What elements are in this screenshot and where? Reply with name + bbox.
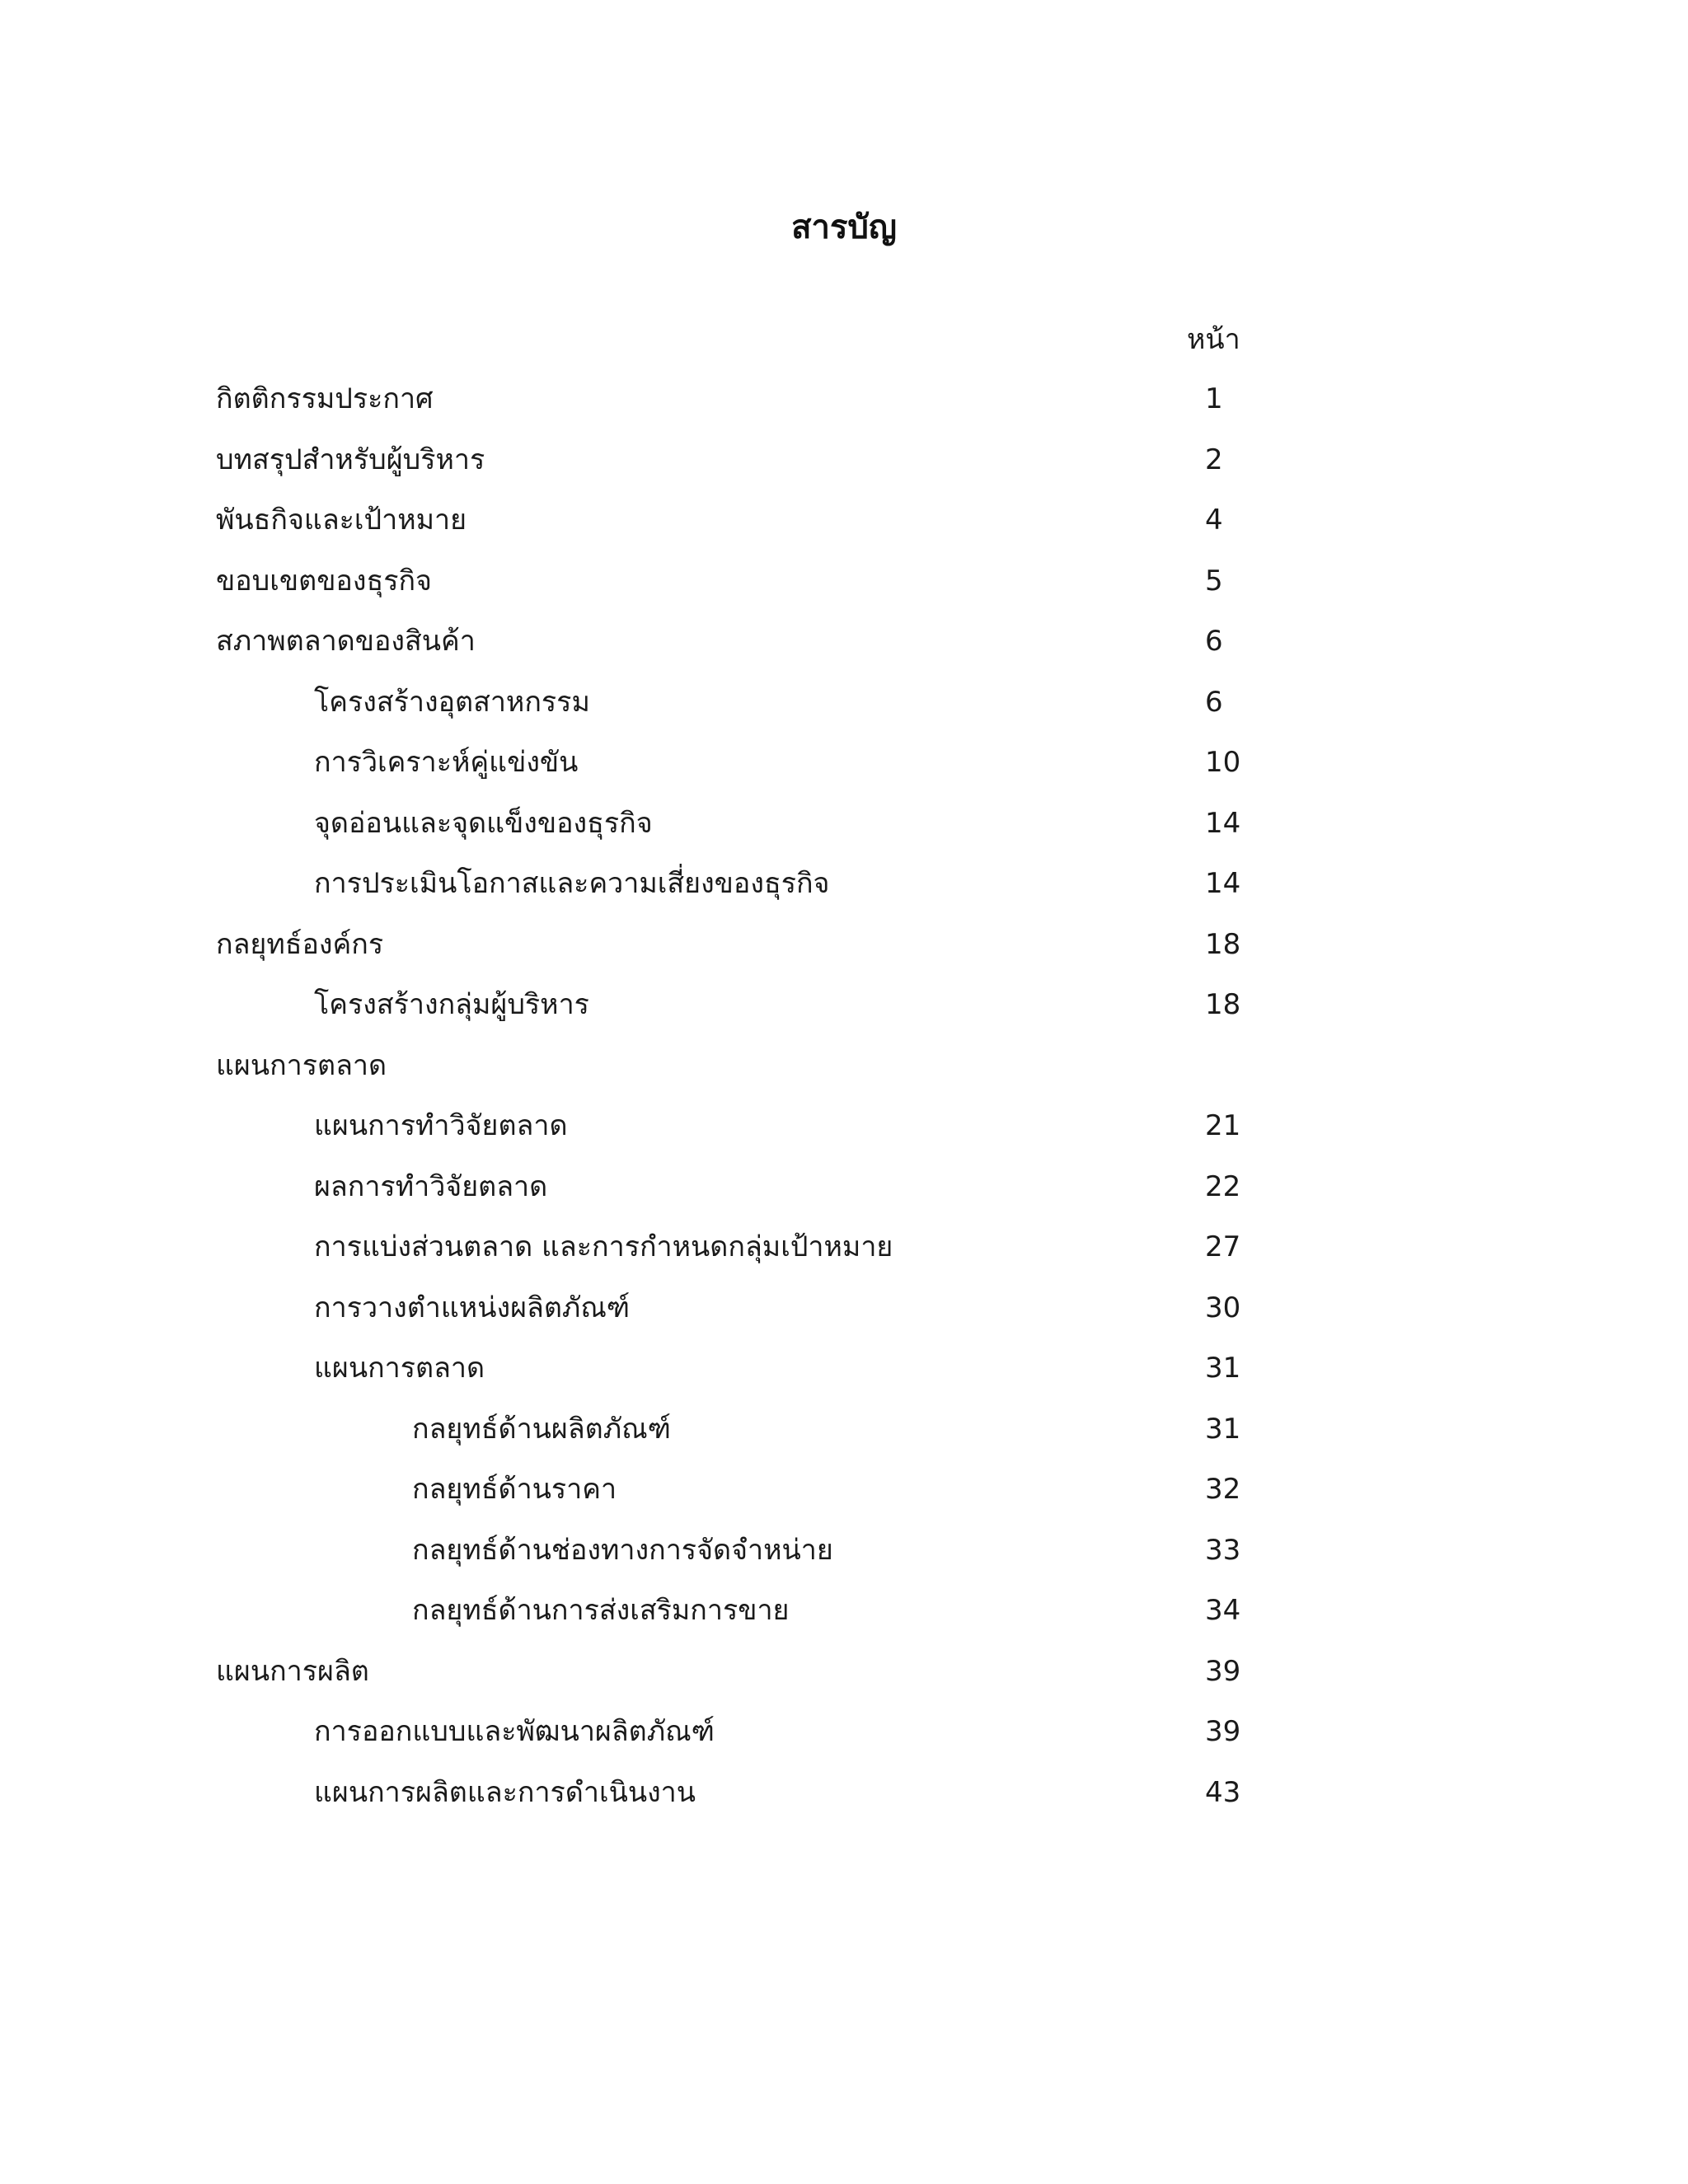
toc-entry-page-number: 18 — [1205, 927, 1241, 961]
toc-entry — [0, 621, 1688, 682]
toc-entry-label: จุดอ่อนและจุดแข็งของธุรกิจ — [314, 806, 653, 840]
toc-entry-page-number: 22 — [1205, 1169, 1241, 1203]
toc-entry — [0, 500, 1688, 561]
toc-entry-label: โครงสร้างกลุ่มผู้บริหาร — [314, 988, 589, 1021]
toc-entry — [0, 925, 1688, 986]
toc-entry — [0, 379, 1688, 440]
toc-entry-page-number: 14 — [1205, 867, 1241, 900]
toc-entry — [0, 440, 1688, 501]
toc-entry-page-number: 2 — [1205, 443, 1223, 476]
toc-entry-label: แผนการผลิต — [216, 1654, 369, 1688]
toc-entry-page-number: 1 — [1205, 382, 1223, 415]
toc-entry-label: แผนการตลาด — [314, 1352, 485, 1385]
toc-entry — [0, 1591, 1688, 1652]
toc-entry-label: กลยุทธ์องค์กร — [216, 927, 384, 961]
toc-entry-label: สภาพตลาดของสินค้า — [216, 625, 476, 658]
toc-entry — [0, 1530, 1688, 1591]
toc-entry — [0, 864, 1688, 925]
toc-entry-label: โครงสร้างอุตสาหกรรม — [314, 685, 590, 719]
toc-entry-label: กลยุทธ์ด้านผลิตภัณฑ์ — [412, 1412, 671, 1446]
toc-entry-page-number: 18 — [1205, 988, 1241, 1021]
toc-entry — [0, 1348, 1688, 1409]
toc-entry-page-number: 31 — [1205, 1352, 1241, 1385]
toc-entry-label: กลยุทธ์ด้านการส่งเสริมการขาย — [412, 1594, 790, 1627]
toc-entry — [0, 1409, 1688, 1470]
toc-entry-page-number: 6 — [1205, 685, 1223, 719]
toc-entry — [0, 1227, 1688, 1288]
toc-entry-label: พันธกิจและเป้าหมาย — [216, 504, 467, 537]
toc-entry-label: การวิเคราะห์คู่แข่งขัน — [314, 746, 579, 779]
toc-entry — [0, 804, 1688, 865]
toc-entry-page-number: 34 — [1205, 1594, 1241, 1627]
toc-entry — [0, 682, 1688, 743]
toc-entry — [0, 1288, 1688, 1349]
toc-entry-page-number: 21 — [1205, 1109, 1241, 1142]
toc-entry-label: การวางตำแหน่งผลิตภัณฑ์ — [314, 1291, 631, 1324]
toc-entry-page-number: 14 — [1205, 806, 1241, 840]
toc-entry-page-number: 6 — [1205, 625, 1223, 658]
toc-entry-label: กิตติกรรมประกาศ — [216, 382, 434, 415]
toc-entry-label: บทสรุปสำหรับผู้บริหาร — [216, 443, 485, 476]
page-title: สารบัญ — [791, 209, 897, 246]
toc-entry-page-number: 5 — [1205, 564, 1223, 598]
toc-entry — [0, 985, 1688, 1046]
toc-entry — [0, 1652, 1688, 1713]
toc-entry-page-number: 43 — [1205, 1775, 1241, 1809]
toc-entry-label: ผลการทำวิจัยตลาด — [314, 1169, 548, 1203]
toc-entry — [0, 561, 1688, 622]
toc-entry — [0, 1106, 1688, 1167]
toc-entry-page-number: 39 — [1205, 1654, 1241, 1688]
toc-entry-page-number: 39 — [1205, 1715, 1241, 1748]
toc-entry — [0, 1773, 1688, 1834]
toc-entry-page-number: 27 — [1205, 1230, 1241, 1263]
table-of-contents — [0, 379, 1688, 1833]
toc-entry — [0, 1712, 1688, 1773]
toc-entry — [0, 743, 1688, 804]
toc-entry-page-number: 33 — [1205, 1533, 1241, 1567]
toc-entry — [0, 1469, 1688, 1530]
toc-entry-label: แผนการตลาด — [216, 1048, 387, 1082]
page-column-header: หน้า — [1187, 323, 1240, 356]
toc-entry-label: ขอบเขตของธุรกิจ — [216, 564, 432, 598]
toc-entry-page-number: 10 — [1205, 746, 1241, 779]
toc-entry-page-number: 30 — [1205, 1291, 1241, 1324]
toc-entry-page-number: 31 — [1205, 1412, 1241, 1446]
toc-entry-page-number: 32 — [1205, 1473, 1241, 1506]
toc-entry-page-number: 4 — [1205, 504, 1223, 537]
toc-entry-label: การออกแบบและพัฒนาผลิตภัณฑ์ — [314, 1715, 715, 1748]
toc-entry-label: กลยุทธ์ด้านช่องทางการจัดจำหน่าย — [412, 1533, 833, 1567]
toc-entry-label: แผนการผลิตและการดำเนินงาน — [314, 1775, 696, 1809]
toc-entry-label: แผนการทำวิจัยตลาด — [314, 1109, 568, 1142]
toc-entry-label: การแบ่งส่วนตลาด และการกำหนดกลุ่มเป้าหมาย — [314, 1230, 893, 1263]
toc-entry — [0, 1167, 1688, 1228]
toc-entry — [0, 1046, 1688, 1107]
toc-entry-label: การประเมินโอกาสและความเสี่ยงของธุรกิจ — [314, 867, 830, 900]
toc-entry-label: กลยุทธ์ด้านราคา — [412, 1473, 617, 1506]
